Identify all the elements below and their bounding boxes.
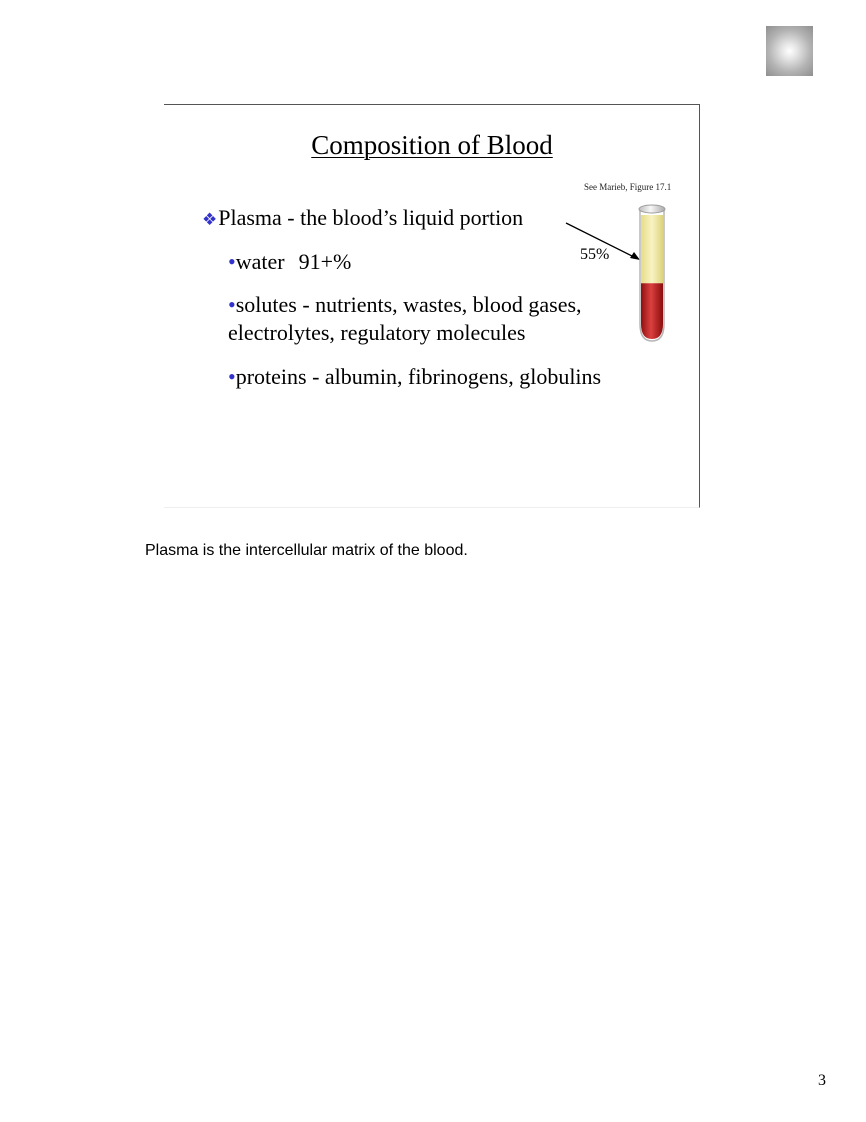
solutes-line2: electrolytes, regulatory molecules [228, 320, 526, 345]
water-label: water [235, 249, 285, 274]
plasma-percent-label: 55% [580, 246, 610, 263]
red-cell-layer [641, 283, 663, 339]
solutes-line1: solutes - nutrients, wastes, blood gases, [235, 292, 582, 317]
slide-thumbnail [164, 104, 700, 508]
page-number: 3 [818, 1072, 826, 1089]
water-value: 91+% [298, 249, 352, 274]
main-bullet [202, 205, 523, 231]
proteins-text: proteins - albumin, fibrinogens, globulins [235, 364, 602, 389]
test-tube-icon [630, 199, 680, 349]
diamond-bullet-icon: ❖ [202, 210, 218, 229]
tube-rim [639, 205, 665, 213]
note-text: Plasma is the intercellular matrix of the blood. [145, 542, 468, 559]
plasma-layer [641, 215, 663, 283]
slide-title: Composition of Blood [311, 130, 553, 160]
figure-citation: See Marieb, Figure 17.1 [584, 182, 672, 192]
subpoint-solutes [228, 291, 582, 319]
bullet-dot-icon: • [228, 292, 236, 317]
subpoint-water [228, 248, 351, 276]
main-bullet-text: Plasma - the blood’s liquid portion [218, 205, 524, 230]
subpoint-proteins [228, 363, 601, 391]
corner-gradient-graphic [766, 26, 813, 76]
bullet-dot-icon: • [228, 249, 236, 274]
bullet-dot-icon: • [228, 364, 236, 389]
